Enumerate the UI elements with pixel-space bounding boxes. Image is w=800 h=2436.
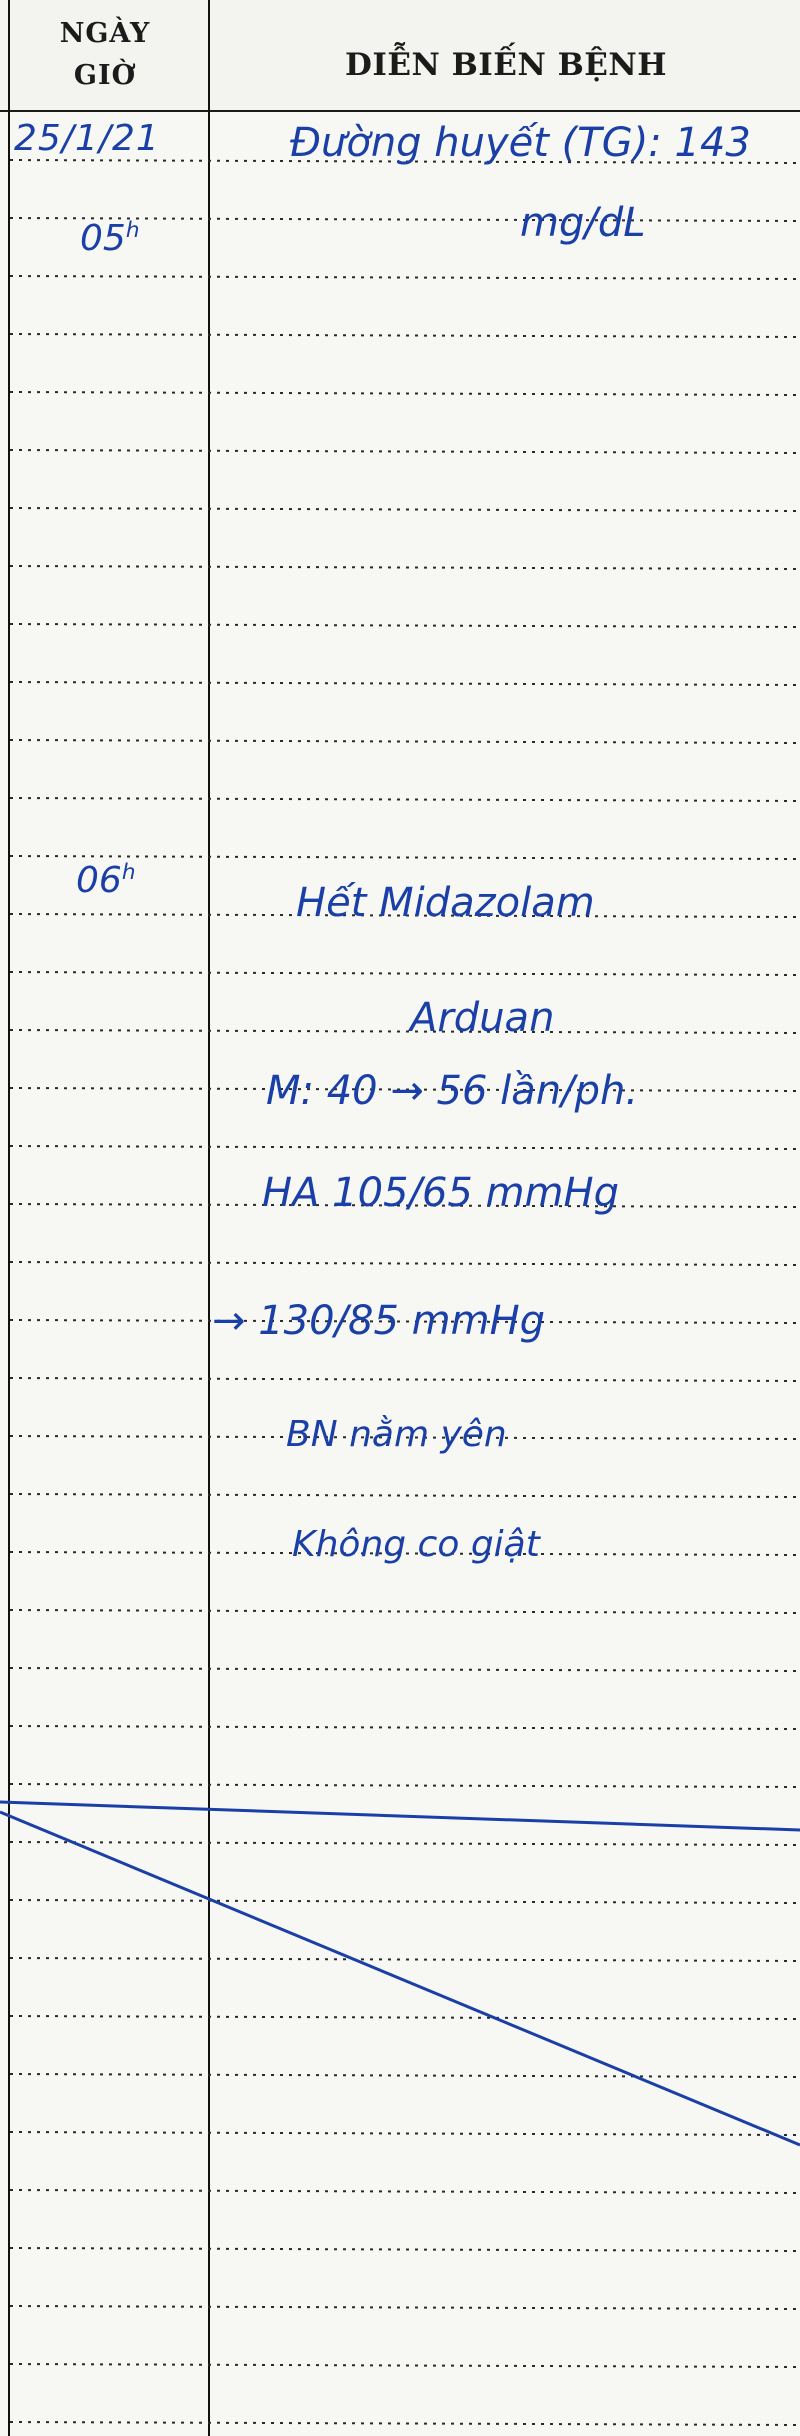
entry-line: Đường huyết (TG): 143 bbox=[290, 120, 751, 166]
entry-time-value: 05 bbox=[80, 218, 126, 259]
entry-time bbox=[80, 218, 140, 259]
dotted-rule bbox=[10, 566, 800, 569]
entry-line: Arduan bbox=[410, 995, 555, 1041]
dotted-rule bbox=[10, 1378, 800, 1381]
dotted-rule bbox=[10, 2248, 800, 2251]
dotted-rule bbox=[10, 450, 800, 453]
dotted-rule bbox=[10, 2016, 800, 2019]
dotted-rule bbox=[10, 1146, 800, 1149]
dotted-rule bbox=[10, 2306, 800, 2309]
dotted-rule bbox=[10, 1262, 800, 1265]
dotted-rule bbox=[10, 276, 800, 279]
dotted-rule bbox=[10, 682, 800, 685]
strike-through-line bbox=[0, 1812, 800, 2145]
dotted-rule bbox=[10, 1784, 800, 1787]
dotted-rule bbox=[10, 624, 800, 627]
dotted-rule bbox=[10, 1668, 800, 1671]
entry-line: Không co giật bbox=[292, 1524, 540, 1565]
dotted-rule bbox=[10, 972, 800, 975]
dotted-rule-group bbox=[10, 160, 800, 2425]
entry-line: M: 40 → 56 lần/ph. bbox=[266, 1068, 639, 1114]
dotted-rule bbox=[10, 1610, 800, 1613]
dotted-rule bbox=[10, 1726, 800, 1729]
entry-time-suffix: h bbox=[125, 218, 140, 243]
entry-line: Hết Midazolam bbox=[296, 880, 595, 926]
entry-date: 25/1/21 bbox=[14, 118, 160, 159]
entry-time-suffix: h bbox=[121, 860, 136, 885]
header-ngay: NGÀY bbox=[59, 18, 151, 49]
dotted-rule bbox=[10, 1842, 800, 1845]
dotted-rule bbox=[10, 856, 800, 859]
entry-separator-line bbox=[0, 1802, 800, 1830]
dotted-rule bbox=[10, 2364, 800, 2367]
header-gio: GIỜ bbox=[73, 60, 137, 91]
dotted-rule bbox=[10, 1494, 800, 1497]
dotted-rule bbox=[10, 740, 800, 743]
entry-time-value: 06 bbox=[76, 860, 122, 901]
dotted-rule bbox=[10, 1900, 800, 1903]
entry-line: HA 105/65 mmHg bbox=[262, 1170, 619, 1216]
dotted-rule bbox=[10, 2190, 800, 2193]
header-progress: DIỄN BIẾN BỆNH bbox=[344, 47, 668, 83]
dotted-rule bbox=[10, 508, 800, 511]
dotted-rule bbox=[10, 2422, 800, 2425]
dotted-rule bbox=[10, 2132, 800, 2135]
entry-line: → 130/85 mmHg bbox=[212, 1298, 546, 1344]
entry-line: mg/dL bbox=[520, 200, 646, 246]
dotted-rule bbox=[10, 1030, 800, 1033]
entry-time bbox=[76, 860, 136, 901]
entry-line: BN nằm yên bbox=[286, 1414, 507, 1455]
dotted-rule bbox=[10, 1958, 800, 1961]
dotted-rule bbox=[10, 2074, 800, 2077]
dotted-rule bbox=[10, 798, 800, 801]
dotted-rule bbox=[10, 334, 800, 337]
dotted-rule bbox=[10, 392, 800, 395]
